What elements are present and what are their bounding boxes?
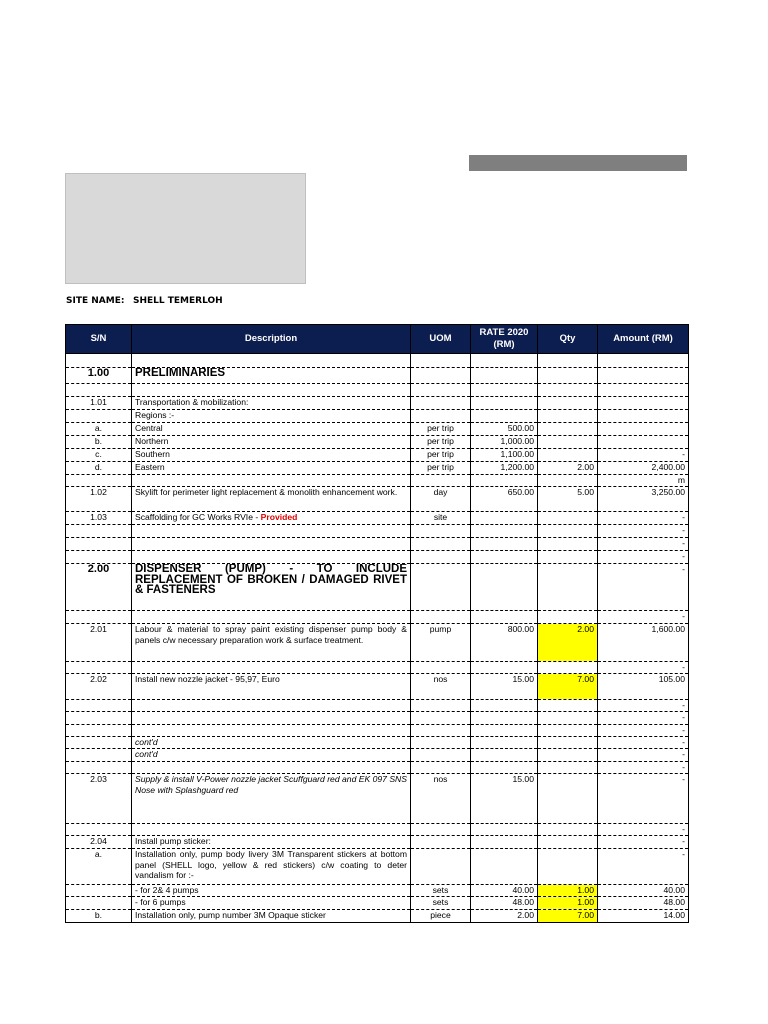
table-row [66, 551, 689, 564]
header-gray-bar [469, 155, 687, 171]
item-amount: m [598, 475, 689, 487]
logo-placeholder [65, 173, 306, 284]
item-rate: 15.00 [471, 674, 538, 700]
item-uom: per trip [411, 462, 471, 475]
item-uom: piece [411, 910, 471, 923]
item-rate: 1,100.00 [471, 449, 538, 462]
item-uom: site [411, 512, 471, 525]
table-row [66, 836, 689, 849]
table-row [66, 662, 689, 674]
header-row [66, 325, 689, 354]
item-description: Eastern [132, 462, 411, 475]
table-row [66, 384, 689, 397]
item-amount: 1,600.00 [598, 624, 689, 662]
section-title: DISPENSER (PUMP) - TO INCLUDE REPLACEMENT OF BROKEN / DAMAGED RIVET & FASTENERS [132, 564, 411, 611]
item-amount: - [598, 725, 689, 737]
col-header-uom: UOM [411, 325, 471, 354]
item-sn: 1.01 [66, 397, 132, 410]
section-title: PRELIMINARIES [132, 368, 411, 384]
table-row [66, 512, 689, 525]
item-amount: - [598, 611, 689, 624]
item-uom: nos [411, 774, 471, 824]
item-sn: 2.02 [66, 674, 132, 700]
item-rate: 48.00 [471, 897, 538, 910]
item-rate: 650.00 [471, 487, 538, 512]
item-amount: 3,250.00 [598, 487, 689, 512]
col-header-description: Description [132, 325, 411, 354]
item-uom: per trip [411, 436, 471, 449]
item-amount: 2,400.00 [598, 462, 689, 475]
section-row-preliminaries [66, 368, 689, 384]
item-qty: 5.00 [538, 487, 598, 512]
table-row [66, 774, 689, 824]
item-uom: day [411, 487, 471, 512]
item-description: Labour & material to spray paint existing dispenser pump body & panels c/w necessary preparation work & surface treatment. [132, 624, 411, 662]
table-row [66, 849, 689, 885]
table-row [66, 749, 689, 762]
table-row [66, 700, 689, 712]
table-row [66, 674, 689, 700]
item-description: Regions :- [132, 410, 411, 423]
item-rate: 2.00 [471, 910, 538, 923]
section-sn: 2.00 [66, 564, 132, 611]
item-sn: a. [66, 423, 132, 436]
item-amount: 14.00 [598, 910, 689, 923]
item-description: Northern [132, 436, 411, 449]
item-description: Install new nozzle jacket - 95,97, Euro [132, 674, 411, 700]
col-header-rate: RATE 2020 (RM) [471, 325, 538, 354]
item-description: Central [132, 423, 411, 436]
item-amount: - [598, 836, 689, 849]
table-row [66, 737, 689, 749]
item-qty: 7.00 [538, 674, 598, 700]
item-sn: 2.01 [66, 624, 132, 662]
item-description: Transportation & mobilization: [132, 397, 411, 410]
item-rate: 40.00 [471, 885, 538, 897]
table-row [66, 475, 689, 487]
item-uom: per trip [411, 449, 471, 462]
table-row [66, 525, 689, 538]
item-amount: - [598, 712, 689, 725]
item-sn: 1.03 [66, 512, 132, 525]
item-qty: 1.00 [538, 897, 598, 910]
boq-table [65, 324, 689, 923]
item-qty: 2.00 [538, 462, 598, 475]
item-sn: d. [66, 462, 132, 475]
item-amount: - [598, 762, 689, 774]
item-rate: 500.00 [471, 423, 538, 436]
item-amount: - [598, 737, 689, 749]
item-uom: sets [411, 885, 471, 897]
table-row [66, 712, 689, 725]
section-sn: 1.00 [66, 368, 132, 384]
item-amount: - [598, 538, 689, 551]
item-sn: c. [66, 449, 132, 462]
item-description: Installation only, pump number 3M Opaque sticker [132, 910, 411, 923]
table-row [66, 885, 689, 897]
provided-note: Provided [260, 512, 298, 522]
item-qty: 2.00 [538, 624, 598, 662]
item-amount: - [598, 449, 689, 462]
item-rate: 1,200.00 [471, 462, 538, 475]
table-row [66, 410, 689, 423]
item-description: - for 6 pumps [132, 897, 411, 910]
table-row [66, 423, 689, 436]
item-uom: nos [411, 674, 471, 700]
item-sn: b. [66, 436, 132, 449]
table-row [66, 487, 689, 512]
item-sn: 2.04 [66, 836, 132, 849]
item-amount: - [598, 749, 689, 762]
item-description [132, 512, 411, 525]
item-description: Skylift for perimeter light replacement & monolith enhancement work. [132, 487, 411, 512]
item-sn: 2.03 [66, 774, 132, 824]
item-description: Southern [132, 449, 411, 462]
item-amount: - [598, 662, 689, 674]
table-row [66, 538, 689, 551]
contd-note: cont'd [132, 737, 411, 749]
item-description: Installation only, pump body livery 3M Transparent stickers at bottom panel (SHELL logo, yellow & red stickers) c/w coating to deter vandalism for :- [132, 849, 411, 885]
table-row [66, 397, 689, 410]
site-name-label: SITE NAME: [66, 296, 125, 306]
item-description: - for 2& 4 pumps [132, 885, 411, 897]
item-amount: 48.00 [598, 897, 689, 910]
item-sn: 1.02 [66, 487, 132, 512]
table-row [66, 354, 689, 368]
table-row [66, 897, 689, 910]
col-header-amount: Amount (RM) [598, 325, 689, 354]
col-header-qty: Qty [538, 325, 598, 354]
table-row [66, 824, 689, 836]
item-amount: - [598, 564, 689, 611]
item-description: Install pump sticker: [132, 836, 411, 849]
item-amount: 105.00 [598, 674, 689, 700]
table-row [66, 449, 689, 462]
table-row [66, 436, 689, 449]
item-uom: pump [411, 624, 471, 662]
item-uom: sets [411, 897, 471, 910]
item-amount: - [598, 525, 689, 538]
table-row [66, 624, 689, 662]
item-amount: - [598, 824, 689, 836]
item-qty: 1.00 [538, 885, 598, 897]
site-name-value: SHELL TEMERLOH [133, 296, 223, 306]
item-sn: a. [66, 849, 132, 885]
table-row [66, 762, 689, 774]
item-amount: - [598, 849, 689, 885]
section-row-dispenser [66, 564, 689, 611]
col-header-sn: S/N [66, 325, 132, 354]
table-row [66, 910, 689, 923]
item-uom: per trip [411, 423, 471, 436]
table-row [66, 462, 689, 475]
contd-note: cont'd [132, 749, 411, 762]
item-rate: 800.00 [471, 624, 538, 662]
item-amount: - [598, 551, 689, 564]
table-row [66, 611, 689, 624]
table-row [66, 725, 689, 737]
item-amount: 40.00 [598, 885, 689, 897]
item-rate: 15.00 [471, 774, 538, 824]
item-description-text: Scaffolding for GC Works RVIe - [135, 512, 261, 522]
item-amount: - [598, 774, 689, 824]
item-amount: - [598, 512, 689, 525]
item-qty: 7.00 [538, 910, 598, 923]
item-description: Supply & install V-Power nozzle jacket Scuffguard red and EK 097 SNS Nose with Splashguard red [132, 774, 411, 824]
item-rate: 1,000.00 [471, 436, 538, 449]
item-amount: - [598, 700, 689, 712]
item-sn: b. [66, 910, 132, 923]
